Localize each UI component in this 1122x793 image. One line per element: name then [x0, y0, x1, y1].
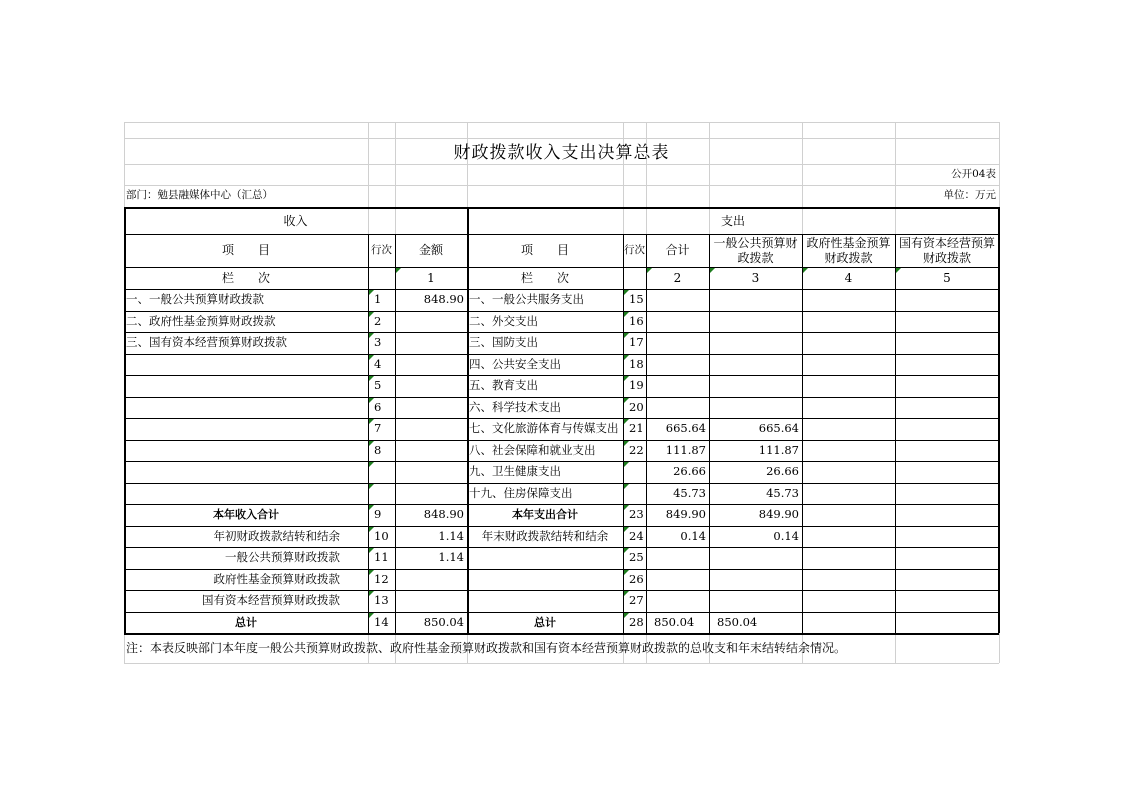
income-item: [124, 418, 368, 440]
income-column-label: 栏 次: [221, 270, 270, 285]
total-header: 合计: [665, 243, 690, 257]
expense-gov-fund: [802, 547, 895, 569]
income-item: 本年收入合计: [213, 508, 279, 522]
comment-marker: [624, 548, 629, 553]
final-accounts-sheet: [124, 122, 999, 663]
income-amount: [395, 332, 467, 354]
comment-marker: [369, 527, 374, 532]
comment-marker: [624, 613, 629, 618]
expense-total: [646, 547, 709, 569]
expense-state-capital: [895, 461, 999, 483]
report-title: 财政拨款收入支出决算总表: [453, 142, 670, 163]
expense-row-no: 23: [629, 507, 644, 522]
expense-general-budget: 45.73: [766, 485, 799, 500]
expense-item: 七、文化旅游体育与传媒支出: [469, 421, 619, 436]
comment-marker: [803, 268, 808, 273]
expense-general-budget: [709, 547, 802, 569]
comment-marker: [624, 591, 629, 596]
table-row: [124, 547, 999, 569]
expense-total: [646, 590, 709, 612]
income-amount: [395, 397, 467, 419]
income-row-no: 1: [374, 292, 382, 307]
expense-gov-fund: [802, 569, 895, 591]
income-item: 年初财政拨款结转和结余: [213, 528, 340, 543]
expense-row-no: 17: [629, 335, 644, 350]
income-item: 二、政府性基金预算财政拨款: [126, 313, 276, 328]
comment-marker: [369, 312, 374, 317]
expense-gov-fund: [802, 332, 895, 354]
income-amount: [395, 483, 467, 505]
income-item: [124, 483, 368, 505]
department-label: 部门：勉县融媒体中心（汇总）: [126, 189, 273, 201]
comment-marker: [647, 268, 652, 273]
income-amount: [395, 375, 467, 397]
expense-row-no: 28: [629, 614, 644, 629]
expense-item: 二、外交支出: [469, 313, 538, 328]
table-row: [124, 612, 999, 634]
form-code: 公开04表: [951, 167, 996, 180]
comment-marker: [369, 570, 374, 575]
expense-total: 849.90: [665, 507, 706, 522]
comment-marker: [369, 290, 374, 295]
income-item: [124, 461, 368, 483]
income-section-header: 收入: [283, 213, 308, 228]
comment-marker: [369, 591, 374, 596]
expense-gov-fund: [802, 311, 895, 333]
expense-total: 665.64: [665, 421, 706, 436]
expense-total: [646, 375, 709, 397]
income-row-no: 4: [374, 356, 382, 371]
expense-total: 26.66: [673, 464, 706, 479]
expense-general-budget: 26.66: [766, 464, 799, 479]
expense-row-no-header: 行次: [624, 244, 645, 256]
expense-total: [646, 397, 709, 419]
expense-item: [467, 547, 623, 569]
income-row-no: 3: [374, 335, 382, 350]
expense-state-capital: [895, 526, 999, 548]
expense-general-budget: [709, 397, 802, 419]
expense-item: 本年支出合计: [512, 508, 578, 522]
income-item: 三、国有资本经营预算财政拨款: [126, 335, 287, 350]
expense-item: 八、社会保障和就业支出: [469, 442, 596, 457]
comment-marker: [396, 268, 401, 273]
income-item: 总计: [235, 615, 257, 629]
comment-marker: [369, 333, 374, 338]
income-row-no: 9: [374, 507, 382, 522]
expense-row-no: 16: [629, 313, 644, 328]
expense-item: 三、国防支出: [469, 335, 538, 350]
income-amount: 850.04: [423, 614, 464, 629]
expense-item: 总计: [534, 615, 556, 629]
table-row: [124, 332, 999, 354]
expense-general-budget: 111.87: [758, 442, 799, 457]
expense-section-header: 支出: [720, 213, 745, 228]
income-item: 政府性基金预算财政拨款: [213, 571, 340, 586]
expense-state-capital: [895, 483, 999, 505]
expense-general-budget: [709, 289, 802, 311]
expense-column-label: 栏 次: [520, 270, 569, 285]
income-amount: 1.14: [438, 550, 464, 565]
expense-general-budget: [709, 375, 802, 397]
income-item-header: 项 目: [221, 243, 270, 257]
expense-row-no: 27: [629, 593, 644, 608]
comment-marker: [624, 505, 629, 510]
expense-gov-fund: [802, 354, 895, 376]
expense-state-capital: [895, 547, 999, 569]
expense-general-budget: [709, 569, 802, 591]
comment-marker: [369, 419, 374, 424]
expense-total: 0.14: [680, 528, 706, 543]
income-row-no: 13: [374, 593, 389, 608]
comment-marker: [896, 268, 901, 273]
expense-total: [646, 354, 709, 376]
income-row-no: 12: [374, 571, 389, 586]
income-amount: 848.90: [423, 507, 464, 522]
income-amount: [395, 440, 467, 462]
income-amount: [395, 590, 467, 612]
expense-gov-fund: [802, 375, 895, 397]
expense-state-capital: [895, 289, 999, 311]
comment-marker: [624, 527, 629, 532]
expense-item: [467, 569, 623, 591]
general-budget-header: 一般公共预算财政拨款: [713, 235, 798, 265]
income-item: 国有资本经营预算财政拨款: [202, 593, 340, 608]
comment-marker: [369, 398, 374, 403]
col-index-2: 2: [673, 270, 682, 285]
comment-marker: [624, 419, 629, 424]
comment-marker: [369, 613, 374, 618]
expense-gov-fund: [802, 397, 895, 419]
income-amount: [395, 569, 467, 591]
expense-row-no: 22: [629, 442, 644, 457]
expense-state-capital: [895, 504, 999, 526]
expense-total: [646, 569, 709, 591]
income-row-no: 7: [374, 421, 382, 436]
footnote: 注：本表反映部门本年度一般公共预算财政拨款、政府性基金预算财政拨款和国有资本经营预算财政拨款的总收支和年末结转结余情况。: [126, 641, 847, 655]
expense-state-capital: [895, 354, 999, 376]
table-row: [124, 590, 999, 612]
expense-general-budget: 849.90: [758, 507, 799, 522]
expense-item: 五、教育支出: [469, 378, 538, 393]
comment-marker: [624, 312, 629, 317]
income-item: [124, 397, 368, 419]
expense-gov-fund: [802, 612, 895, 634]
expense-gov-fund: [802, 526, 895, 548]
expense-gov-fund: [802, 440, 895, 462]
table-row: [124, 569, 999, 591]
income-item: [124, 375, 368, 397]
state-capital-header: 国有资本经营预算财政拨款: [898, 235, 995, 265]
gov-fund-header: 政府性基金预算财政拨款: [806, 235, 891, 265]
comment-marker: [369, 505, 374, 510]
table-row: [124, 526, 999, 548]
table-row: [124, 461, 999, 483]
income-row-no-header: 行次: [371, 244, 392, 256]
expense-gov-fund: [802, 590, 895, 612]
expense-state-capital: [895, 612, 999, 634]
comment-marker: [369, 355, 374, 360]
expense-gov-fund: [802, 461, 895, 483]
table-row: [124, 311, 999, 333]
expense-row-no: 18: [629, 356, 644, 371]
income-item: [124, 440, 368, 462]
expense-general-budget: 850.04: [717, 614, 758, 629]
income-amount: [395, 311, 467, 333]
expense-general-budget: [709, 354, 802, 376]
comment-marker: [624, 570, 629, 575]
expense-row-no: 26: [629, 571, 644, 586]
unit-label: 单位：万元: [943, 189, 996, 201]
income-row-no: 11: [374, 550, 389, 565]
comment-marker: [710, 268, 715, 273]
comment-marker: [369, 441, 374, 446]
expense-item: 十九、住房保障支出: [469, 485, 573, 500]
expense-state-capital: [895, 375, 999, 397]
expense-gov-fund: [802, 418, 895, 440]
income-item: 一般公共预算财政拨款: [225, 550, 340, 565]
expense-general-budget: 665.64: [758, 421, 799, 436]
income-row-no: 10: [374, 528, 389, 543]
income-row-no: 14: [374, 614, 389, 629]
expense-state-capital: [895, 590, 999, 612]
expense-general-budget: 0.14: [773, 528, 799, 543]
expense-total: [646, 332, 709, 354]
income-item: [124, 354, 368, 376]
income-item: 一、一般公共预算财政拨款: [126, 292, 264, 307]
expense-total: 850.04: [654, 614, 695, 629]
col-index-1: 1: [427, 270, 435, 285]
expense-total: 45.73: [673, 485, 706, 500]
expense-item: [467, 590, 623, 612]
expense-general-budget: [709, 311, 802, 333]
income-row-no: 2: [374, 313, 382, 328]
expense-item: 四、公共安全支出: [469, 356, 561, 371]
expense-total: 111.87: [665, 442, 706, 457]
table-row: [124, 375, 999, 397]
table-row: [124, 440, 999, 462]
table-row: [124, 418, 999, 440]
expense-state-capital: [895, 332, 999, 354]
expense-item-header: 项 目: [520, 243, 569, 257]
income-amount: 1.14: [438, 528, 464, 543]
comment-marker: [369, 462, 374, 467]
expense-gov-fund: [802, 483, 895, 505]
expense-total: [646, 311, 709, 333]
expense-item: 一、一般公共服务支出: [469, 292, 584, 307]
income-amount: [395, 461, 467, 483]
expense-total: [646, 289, 709, 311]
expense-general-budget: [709, 332, 802, 354]
expense-row-no: 19: [629, 378, 644, 393]
expense-state-capital: [895, 440, 999, 462]
comment-marker: [624, 398, 629, 403]
expense-row-no: 15: [629, 292, 644, 307]
expense-general-budget: [709, 590, 802, 612]
table-row: [124, 289, 999, 311]
table-row: [124, 504, 999, 526]
income-row-no: 8: [374, 442, 382, 457]
income-amount-header: 金额: [418, 243, 443, 257]
expense-row-no: 20: [629, 399, 644, 414]
expense-item: 六、科学技术支出: [469, 399, 561, 414]
expense-item: 年末财政拨款结转和结余: [481, 528, 609, 543]
comment-marker: [624, 441, 629, 446]
table-row: [124, 483, 999, 505]
income-amount: [395, 418, 467, 440]
expense-gov-fund: [802, 289, 895, 311]
expense-gov-fund: [802, 504, 895, 526]
comment-marker: [624, 355, 629, 360]
comment-marker: [369, 484, 374, 489]
expense-row-no: 25: [629, 550, 644, 565]
table-row: [124, 397, 999, 419]
expense-item: 九、卫生健康支出: [469, 464, 561, 479]
expense-state-capital: [895, 418, 999, 440]
expense-row-no: 21: [629, 421, 644, 436]
comment-marker: [624, 376, 629, 381]
expense-state-capital: [895, 569, 999, 591]
income-row-no: 5: [374, 378, 382, 393]
comment-marker: [624, 462, 629, 467]
col-index-4: 4: [844, 270, 853, 285]
table-row: [124, 354, 999, 376]
expense-row-no: 24: [629, 528, 644, 543]
gridline-horizontal: [124, 122, 999, 123]
col-index-3: 3: [751, 270, 760, 285]
comment-marker: [624, 484, 629, 489]
comment-marker: [369, 548, 374, 553]
income-row-no: 6: [374, 399, 382, 414]
income-amount: 848.90: [423, 292, 464, 307]
comment-marker: [624, 333, 629, 338]
col-index-5: 5: [943, 270, 951, 285]
comment-marker: [369, 376, 374, 381]
comment-marker: [624, 290, 629, 295]
expense-state-capital: [895, 397, 999, 419]
expense-state-capital: [895, 311, 999, 333]
income-amount: [395, 354, 467, 376]
gridline-horizontal: [124, 663, 999, 664]
